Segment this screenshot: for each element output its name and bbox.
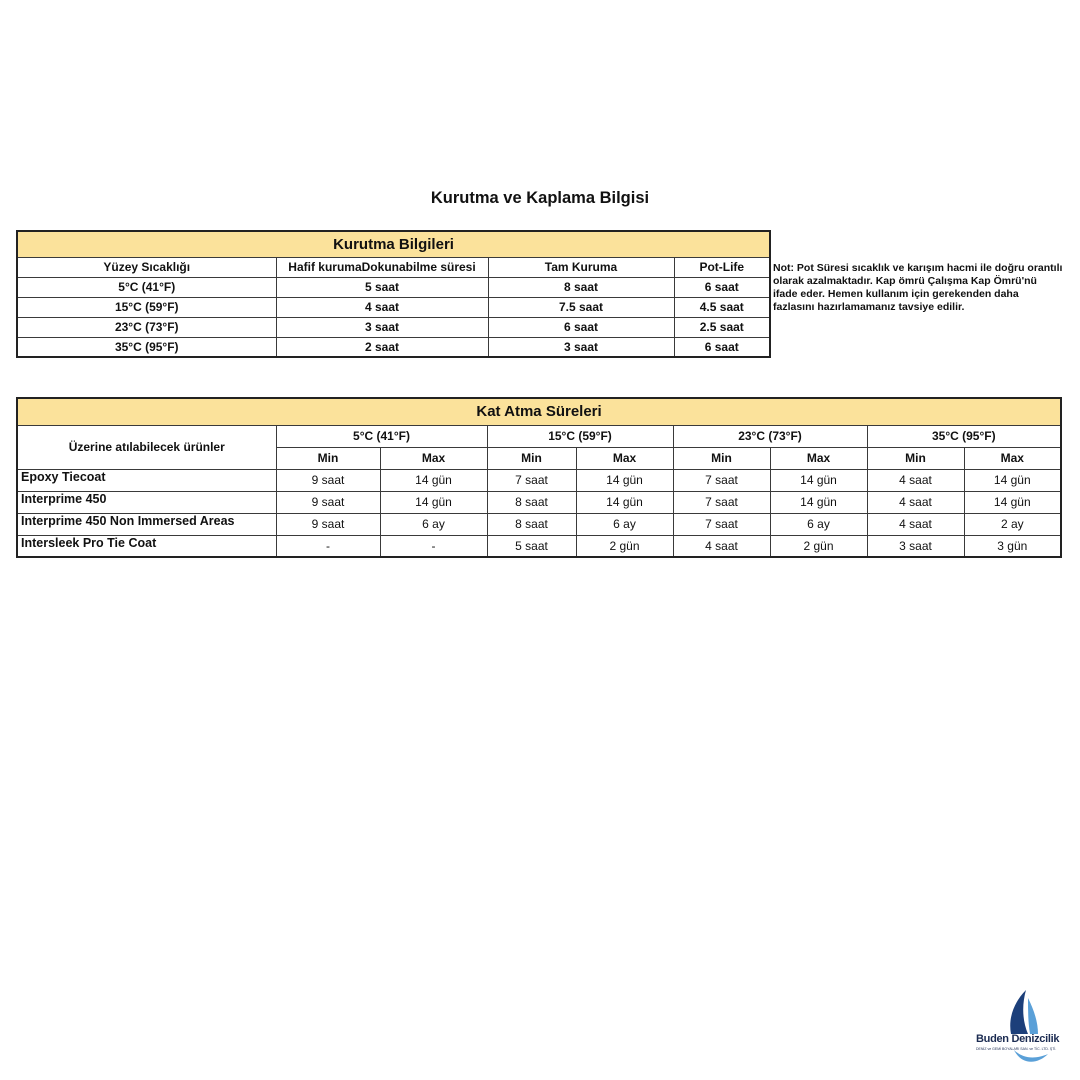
cell: 9 saat (276, 469, 380, 491)
cell: 7 saat (673, 513, 770, 535)
header-min: Min (276, 447, 380, 469)
sail-logo-icon (968, 988, 1080, 1068)
table-row (17, 297, 770, 317)
product-name: Intersleek Pro Tie Coat (17, 535, 276, 557)
table-row (17, 535, 1061, 557)
table-row (17, 469, 1061, 491)
cell: 14 gün (380, 491, 487, 513)
cell: 2.5 saat (674, 317, 770, 337)
drying-table-title: Kurutma Bilgileri (17, 231, 770, 257)
pot-life-note: Not: Pot Süresi sıcaklık ve karışım hacmi ile doğru orantılı olarak azalmaktadır. Kap ömrü Çalışma Kap Ömrü'nü ifade eder. Hemen kullanım için gerekenden daha fazlasını hazırlamamanız tavsiye edilir. (773, 262, 1063, 313)
cell: 7 saat (673, 491, 770, 513)
cell: 14 gün (770, 469, 867, 491)
recoat-table-title: Kat Atma Süreleri (17, 398, 1061, 425)
cell: 9 saat (276, 491, 380, 513)
table-row (17, 337, 770, 357)
cell: 2 gün (576, 535, 673, 557)
header-surface-temp: Yüzey Sıcaklığı (17, 257, 276, 277)
header-pot-life: Pot-Life (674, 257, 770, 277)
cell: 5 saat (487, 535, 576, 557)
product-name: Interprime 450 Non Immersed Areas (17, 513, 276, 535)
cell: 2 saat (276, 337, 488, 357)
cell: 4 saat (867, 513, 964, 535)
cell: 6 ay (380, 513, 487, 535)
cell: 5°C (41°F) (17, 277, 276, 297)
header-min: Min (673, 447, 770, 469)
cell: 4 saat (673, 535, 770, 557)
logo-name: Buden Denizcilik (976, 1033, 1060, 1045)
header-temp: 35°C (95°F) (867, 425, 1061, 447)
header-max: Max (770, 447, 867, 469)
header-products: Üzerine atılabilecek ürünler (17, 425, 276, 469)
cell: 6 ay (576, 513, 673, 535)
cell: 8 saat (487, 491, 576, 513)
cell: 7 saat (673, 469, 770, 491)
cell: 6 ay (770, 513, 867, 535)
cell: 14 gün (964, 491, 1061, 513)
cell: 8 saat (487, 513, 576, 535)
header-min: Min (867, 447, 964, 469)
cell: 3 saat (276, 317, 488, 337)
logo-subtitle: DENİZ ve GEMİ BOYALARI SAN. ve TİC. LTD. ŞTİ. (976, 1047, 1057, 1051)
cell: 35°C (95°F) (17, 337, 276, 357)
cell: 6 saat (488, 317, 674, 337)
cell: 14 gün (964, 469, 1061, 491)
cell: 23°C (73°F) (17, 317, 276, 337)
cell: 4 saat (867, 469, 964, 491)
cell: 2 gün (770, 535, 867, 557)
cell: 4 saat (867, 491, 964, 513)
header-touch-dry: Hafif kurumaDokunabilme süresi (276, 257, 488, 277)
cell: 14 gün (770, 491, 867, 513)
table-row (17, 513, 1061, 535)
recoat-table (16, 397, 1062, 558)
cell: - (380, 535, 487, 557)
table-row (17, 491, 1061, 513)
cell: 4.5 saat (674, 297, 770, 317)
cell: 4 saat (276, 297, 488, 317)
drying-table (16, 230, 771, 358)
product-name: Interprime 450 (17, 491, 276, 513)
header-max: Max (576, 447, 673, 469)
header-min: Min (487, 447, 576, 469)
cell: 15°C (59°F) (17, 297, 276, 317)
cell: 14 gün (380, 469, 487, 491)
table-row (17, 317, 770, 337)
cell: 14 gün (576, 469, 673, 491)
header-temp: 23°C (73°F) (673, 425, 867, 447)
cell: 6 saat (674, 337, 770, 357)
cell: 6 saat (674, 277, 770, 297)
header-temp: 5°C (41°F) (276, 425, 487, 447)
cell: 9 saat (276, 513, 380, 535)
drying-header-row (17, 257, 770, 277)
cell: 14 gün (576, 491, 673, 513)
header-max: Max (380, 447, 487, 469)
cell: 3 saat (488, 337, 674, 357)
header-temp: 15°C (59°F) (487, 425, 673, 447)
cell: 7.5 saat (488, 297, 674, 317)
header-full-cure: Tam Kuruma (488, 257, 674, 277)
product-name: Epoxy Tiecoat (17, 469, 276, 491)
page-title: Kurutma ve Kaplama Bilgisi (430, 189, 650, 207)
cell: 3 saat (867, 535, 964, 557)
cell: 5 saat (276, 277, 488, 297)
cell: 3 gün (964, 535, 1061, 557)
cell: 8 saat (488, 277, 674, 297)
cell: 7 saat (487, 469, 576, 491)
cell: 2 ay (964, 513, 1061, 535)
table-row (17, 277, 770, 297)
cell: - (276, 535, 380, 557)
header-max: Max (964, 447, 1061, 469)
